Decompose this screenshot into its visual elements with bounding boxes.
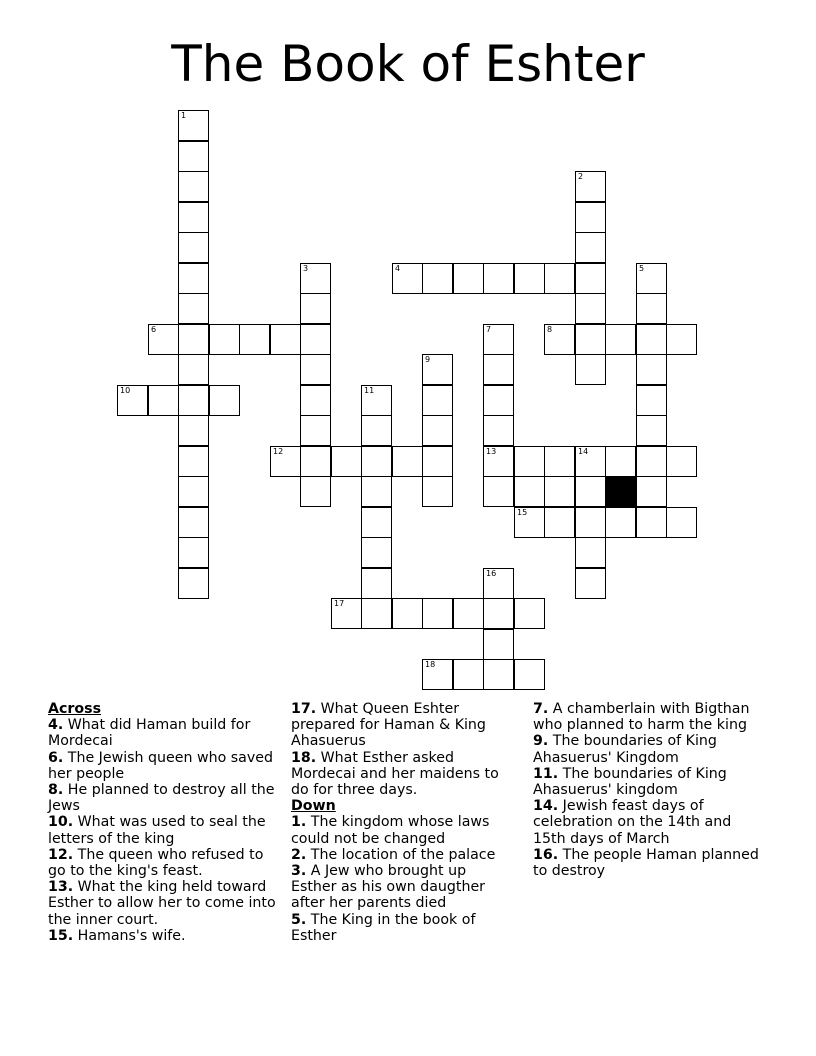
grid-cell[interactable] [148, 324, 179, 355]
clues-column-3 [533, 701, 763, 879]
clue-item-number: 6. [48, 749, 64, 766]
across-heading: Across [48, 701, 102, 717]
clue-item-text: He planned to destroy all the Jews [48, 782, 275, 815]
clues-column-1 [48, 701, 276, 944]
grid-cell[interactable] [666, 324, 697, 355]
clue-item-text: The boundaries of King Ahasuerus' kingdom [533, 765, 727, 799]
clue-number: 17 [334, 599, 345, 608]
clue-number: 16 [486, 569, 497, 578]
grid-cell[interactable] [636, 507, 667, 538]
grid-cell[interactable] [422, 263, 453, 294]
grid-cell[interactable] [483, 598, 514, 629]
clue-item-number: 11. [533, 765, 559, 782]
grid-cell[interactable] [148, 385, 179, 416]
grid-cell[interactable] [544, 263, 575, 294]
grid-cell[interactable] [514, 476, 545, 507]
across-clue-list [48, 717, 276, 944]
clue-item-text: What Esther asked Mordecai and her maidens to do for three days. [291, 749, 499, 799]
clue-item-number: 16. [533, 846, 559, 863]
grid-cell[interactable] [636, 415, 667, 446]
grid-cell[interactable] [209, 324, 240, 355]
clue-item-text: A chamberlain with Bigthan who planned to harm the king [533, 701, 750, 734]
clue-item-text: What did Haman build for Mordecai [48, 717, 251, 750]
grid-cell[interactable] [483, 568, 514, 599]
grid-cell[interactable] [178, 385, 209, 416]
clue-item-number: 17. [291, 701, 317, 717]
grid-cell[interactable] [300, 415, 331, 446]
grid-cell[interactable] [361, 446, 392, 477]
grid-cell[interactable] [178, 293, 209, 324]
clue-item-number: 1. [291, 814, 307, 831]
clue-item-number: 8. [48, 782, 64, 799]
grid-cell[interactable] [483, 446, 514, 477]
clue-item-text: The King in the book of Esther [291, 911, 476, 944]
grid-cell[interactable] [636, 476, 667, 507]
grid-cell[interactable] [483, 629, 514, 660]
clue-item-text: The boundaries of King Ahasuerus' Kingdom [533, 733, 717, 766]
grid-cell[interactable] [300, 263, 331, 294]
clue-item-text: Hamans's wife. [77, 927, 186, 944]
grid-cell[interactable] [483, 324, 514, 355]
clue-item-number: 9. [533, 733, 549, 750]
clue-item-number: 15. [48, 927, 74, 944]
grid-cell[interactable] [178, 354, 209, 385]
clue-number: 1 [181, 111, 187, 120]
grid-cell[interactable] [300, 354, 331, 385]
clue-item [533, 701, 763, 733]
grid-cell[interactable] [422, 476, 453, 507]
grid-cell[interactable] [178, 446, 209, 477]
down-clue-list [291, 814, 509, 944]
grid-cell[interactable] [331, 446, 362, 477]
grid-cell[interactable] [575, 171, 606, 202]
grid-cell[interactable] [575, 476, 606, 507]
grid-cell[interactable] [117, 385, 148, 416]
grid-cell[interactable] [514, 446, 545, 477]
grid-cell[interactable] [483, 415, 514, 446]
grid-cell[interactable] [636, 324, 667, 355]
grid-cell[interactable] [636, 446, 667, 477]
grid-cell[interactable] [605, 507, 636, 538]
grid-cell[interactable] [361, 568, 392, 599]
grid-cell[interactable] [300, 324, 331, 355]
grid-cell[interactable] [270, 446, 301, 477]
grid-cell[interactable] [331, 598, 362, 629]
grid-cell[interactable] [636, 385, 667, 416]
clue-item [48, 717, 276, 749]
grid-cell[interactable] [392, 446, 423, 477]
clue-item-text: The Jewish queen who saved her people [48, 749, 273, 782]
grid-cell[interactable] [392, 598, 423, 629]
grid-cell[interactable] [422, 659, 453, 690]
down-heading: Down [291, 798, 336, 815]
grid-cell[interactable] [422, 446, 453, 477]
grid-cell[interactable] [544, 324, 575, 355]
clue-item [291, 701, 509, 750]
grid-cell[interactable] [483, 354, 514, 385]
clue-item-text: The queen who refused to go to the king's feast. [48, 846, 264, 880]
grid-cell[interactable] [178, 537, 209, 568]
grid-cell[interactable] [422, 354, 453, 385]
clue-item-number: 4. [48, 717, 64, 734]
clue-item [533, 847, 763, 879]
grid-cell[interactable] [453, 598, 484, 629]
grid-cell[interactable] [453, 659, 484, 690]
grid-cell[interactable] [514, 598, 545, 629]
clue-item-text: What Queen Eshter prepared for Haman & King Ahasuerus [291, 701, 486, 750]
grid-cell[interactable] [300, 446, 331, 477]
grid-cell[interactable] [178, 171, 209, 202]
grid-cell[interactable] [178, 568, 209, 599]
grid-cell[interactable] [422, 598, 453, 629]
grid-cell[interactable] [514, 659, 545, 690]
grid-cell[interactable] [178, 415, 209, 446]
black-cell [605, 476, 636, 507]
clue-item [291, 750, 509, 799]
grid-cell[interactable] [666, 507, 697, 538]
grid-cell[interactable] [239, 324, 270, 355]
grid-cell[interactable] [300, 293, 331, 324]
grid-cell[interactable] [483, 385, 514, 416]
clue-item-text: The location of the palace [310, 846, 496, 863]
grid-cell[interactable] [636, 354, 667, 385]
clue-number: 13 [486, 447, 497, 456]
grid-cell[interactable] [178, 263, 209, 294]
grid-cell[interactable] [178, 232, 209, 263]
clue-number: 8 [547, 325, 553, 334]
clue-item-number: 3. [291, 863, 307, 880]
clue-number: 9 [425, 355, 431, 364]
clue-item-number: 14. [533, 798, 559, 815]
grid-cell[interactable] [178, 507, 209, 538]
grid-cell[interactable] [575, 446, 606, 477]
clues-column-2 [291, 701, 509, 944]
grid-cell[interactable] [575, 537, 606, 568]
grid-cell[interactable] [178, 141, 209, 172]
grid-cell[interactable] [575, 568, 606, 599]
grid-cell[interactable] [422, 415, 453, 446]
grid-cell[interactable] [361, 476, 392, 507]
clue-number: 11 [364, 386, 375, 395]
clue-item [48, 847, 276, 879]
grid-cell[interactable] [178, 476, 209, 507]
clue-item [533, 766, 763, 798]
grid-cell[interactable] [361, 507, 392, 538]
grid-cell[interactable] [575, 263, 606, 294]
grid-cell[interactable] [636, 293, 667, 324]
grid-cell[interactable] [514, 507, 545, 538]
clue-number: 3 [303, 264, 309, 273]
clue-number: 6 [151, 325, 157, 334]
clue-number: 7 [486, 325, 492, 334]
grid-cell[interactable] [483, 263, 514, 294]
clue-item-number: 10. [48, 814, 74, 831]
clue-item [48, 750, 276, 782]
grid-cell[interactable] [361, 385, 392, 416]
grid-cell[interactable] [483, 659, 514, 690]
page-title: The Book of Eshter [171, 35, 645, 93]
grid-cell[interactable] [544, 476, 575, 507]
grid-cell[interactable] [605, 324, 636, 355]
grid-cell[interactable] [514, 263, 545, 294]
clue-item-number: 12. [48, 846, 74, 863]
down-clue-list-continued [533, 701, 763, 879]
clue-item [48, 879, 276, 928]
grid-cell[interactable] [361, 415, 392, 446]
grid-cell[interactable] [300, 385, 331, 416]
clue-number: 15 [517, 508, 528, 517]
clue-item-number: 18. [291, 749, 317, 766]
grid-cell[interactable] [178, 324, 209, 355]
clue-number: 12 [273, 447, 284, 456]
clue-item [48, 814, 276, 846]
clue-number: 2 [578, 172, 584, 181]
grid-cell[interactable] [575, 324, 606, 355]
clue-item [48, 782, 276, 814]
clue-item-text: Jewish feast days of celebration on the 14th and 15th days of March [533, 798, 732, 847]
grid-cell[interactable] [361, 537, 392, 568]
clue-item [48, 928, 276, 944]
clue-item [291, 847, 509, 863]
clue-item-number: 2. [291, 846, 307, 863]
clue-item-text: A Jew who brought up Esther as his own daugther after her parents died [291, 863, 486, 912]
clue-item [533, 733, 763, 765]
clue-number: 5 [639, 264, 645, 273]
clue-number: 14 [578, 447, 589, 456]
clue-item-text: What was used to seal the letters of the king [48, 814, 266, 847]
grid-cell[interactable] [483, 476, 514, 507]
grid-cell[interactable] [544, 446, 575, 477]
clue-item-number: 13. [48, 879, 74, 896]
grid-cell[interactable] [575, 293, 606, 324]
grid-cell[interactable] [270, 324, 301, 355]
grid-cell[interactable] [300, 476, 331, 507]
clue-item [533, 798, 763, 847]
clue-item-number: 7. [533, 701, 549, 717]
grid-cell[interactable] [422, 385, 453, 416]
grid-cell[interactable] [453, 263, 484, 294]
grid-cell[interactable] [575, 232, 606, 263]
grid-cell[interactable] [575, 507, 606, 538]
across-clue-list-continued [291, 701, 509, 798]
grid-cell[interactable] [575, 354, 606, 385]
grid-cell[interactable] [575, 202, 606, 233]
clue-item-text: The kingdom whose laws could not be changed [291, 814, 490, 847]
grid-cell[interactable] [636, 263, 667, 294]
clue-item [291, 912, 509, 944]
clue-item-number: 5. [291, 911, 307, 928]
grid-cell[interactable] [605, 446, 636, 477]
clue-item [291, 863, 509, 912]
grid-cell[interactable] [666, 446, 697, 477]
grid-cell[interactable] [544, 507, 575, 538]
clue-item-text: What the king held toward Esther to allow her to come into the inner court. [48, 879, 276, 928]
grid-cell[interactable] [209, 385, 240, 416]
clue-number: 10 [120, 386, 131, 395]
grid-cell[interactable] [392, 263, 423, 294]
grid-cell[interactable] [178, 202, 209, 233]
grid-cell[interactable] [178, 110, 209, 141]
clue-number: 4 [395, 264, 401, 273]
grid-cell[interactable] [361, 598, 392, 629]
clue-item-text: The people Haman planned to destroy [533, 846, 759, 880]
clue-item [291, 814, 509, 846]
clue-number: 18 [425, 660, 436, 669]
